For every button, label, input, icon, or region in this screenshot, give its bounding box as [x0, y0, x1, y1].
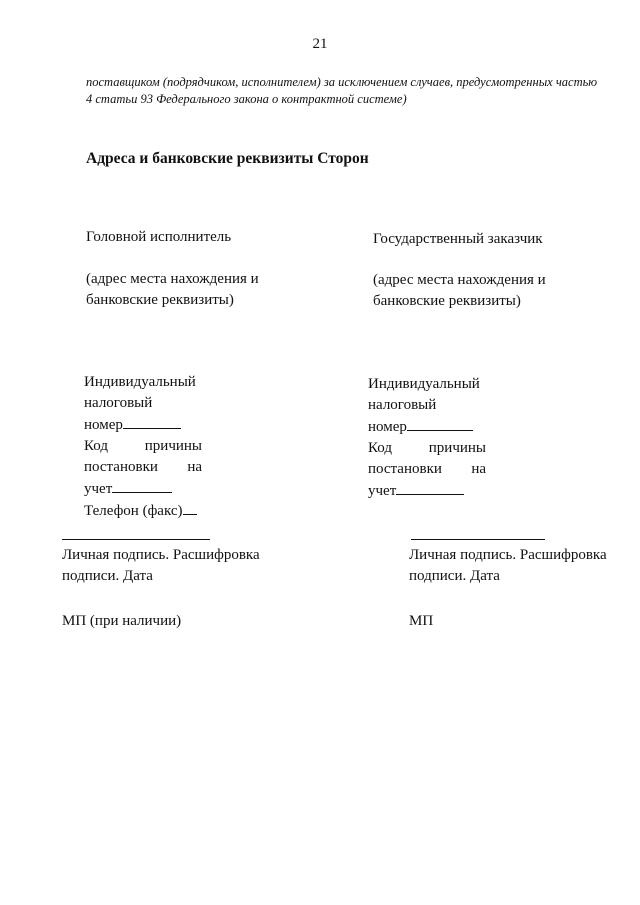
- right-inn-label-1: Индивидуальный: [368, 376, 480, 392]
- left-signature-line[interactable]: [62, 539, 210, 540]
- right-kpp-word: постановки: [368, 461, 442, 477]
- left-kpp-word: учет: [84, 481, 113, 497]
- right-kpp-row-2: [368, 459, 486, 480]
- right-inn-label-3: номер: [368, 419, 407, 435]
- left-inn-label-1: Индивидуальный: [84, 374, 196, 390]
- right-kpp-word: Код: [368, 440, 392, 456]
- right-kpp-word: причины: [428, 440, 486, 456]
- right-kpp-word: учет: [368, 483, 397, 499]
- left-phone-row: [84, 500, 202, 522]
- right-address-line: (адрес места нахождения и: [373, 272, 546, 288]
- left-kpp-word: Код: [84, 438, 108, 454]
- left-inn-label-2: налоговый: [84, 395, 153, 411]
- left-kpp-row-1: [84, 436, 202, 457]
- intro-line: поставщиком (подрядчиком, исполнителем) за исключением случаев, предусмотренных частью: [86, 75, 598, 89]
- left-kpp-blank[interactable]: [112, 478, 172, 493]
- right-signature-caption-line: подписи. Дата: [409, 568, 500, 584]
- right-inn-row: [368, 416, 486, 438]
- left-inn-block: [84, 372, 202, 522]
- left-stamp: МП (при наличии): [62, 613, 182, 629]
- left-phone-label: Телефон (факс): [84, 503, 183, 519]
- left-kpp-word: на: [187, 459, 202, 475]
- right-signature-caption-line: Личная подпись. Расшифровка: [409, 547, 607, 563]
- right-kpp-blank[interactable]: [396, 480, 464, 495]
- left-address-line: (адрес места нахождения и: [86, 271, 259, 287]
- right-address-line: банковские реквизиты): [373, 293, 521, 309]
- right-kpp-row-1: [368, 438, 486, 459]
- right-signature-caption: [409, 545, 607, 587]
- right-inn-blank[interactable]: [407, 416, 473, 431]
- left-phone-blank[interactable]: [183, 500, 197, 515]
- left-inn-blank[interactable]: [123, 414, 181, 429]
- right-stamp: МП: [409, 613, 434, 629]
- left-signature-caption-line: подписи. Дата: [62, 568, 153, 584]
- left-kpp-row-2: [84, 457, 202, 478]
- right-kpp-word: на: [471, 461, 486, 477]
- left-signature-caption: [62, 545, 260, 587]
- right-signature-line[interactable]: [411, 539, 545, 540]
- intro-text: [86, 74, 610, 108]
- right-kpp-row-3: [368, 480, 486, 502]
- left-address-line: банковские реквизиты): [86, 292, 234, 308]
- left-kpp-word: причины: [144, 438, 202, 454]
- page-number: 21: [312, 36, 328, 52]
- left-inn-row: [84, 414, 202, 436]
- right-inn-label-2: налоговый: [368, 397, 437, 413]
- intro-line: 4 статьи 93 Федерального закона о контрактной системе): [86, 92, 407, 106]
- left-kpp-row-3: [84, 478, 202, 500]
- left-party-title: Головной исполнитель: [86, 229, 232, 245]
- left-kpp-word: постановки: [84, 459, 158, 475]
- right-inn-block: [368, 374, 486, 502]
- left-address-note: [86, 269, 259, 311]
- right-party-title: Государственный заказчик: [373, 231, 543, 247]
- right-address-note: [373, 270, 546, 312]
- left-inn-label-3: номер: [84, 417, 123, 433]
- left-signature-caption-line: Личная подпись. Расшифровка: [62, 547, 260, 563]
- section-title: Адреса и банковские реквизиты Сторон: [86, 150, 369, 167]
